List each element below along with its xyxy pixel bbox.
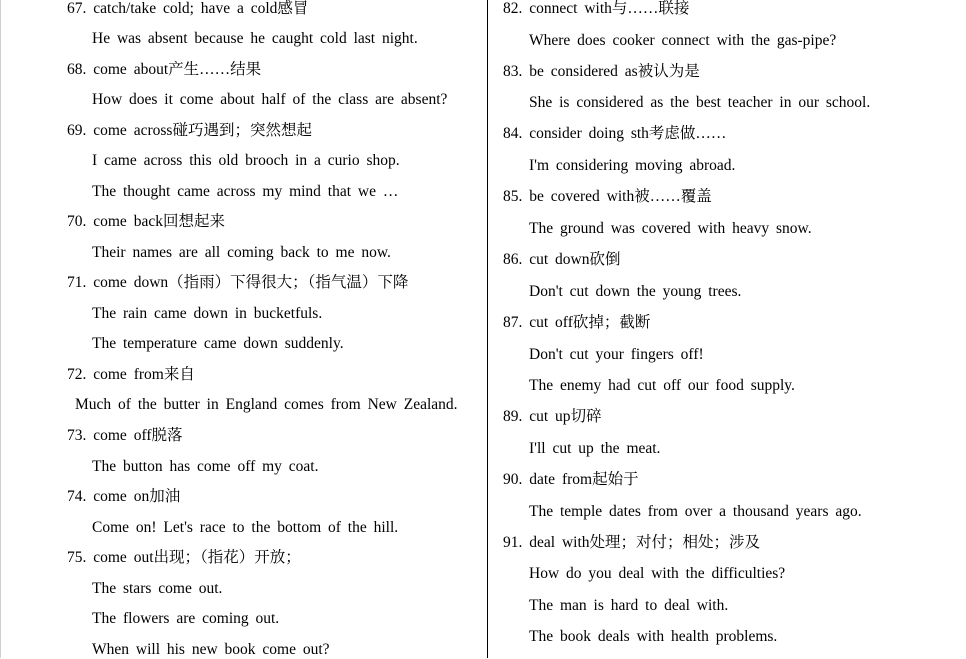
example-sentence: The rain came down in bucketfuls.: [92, 305, 323, 322]
entry-heading: [503, 408, 602, 426]
entry-number: 67.: [67, 0, 87, 17]
example-sentence: The man is hard to deal with.: [529, 597, 729, 614]
example-sentence: The thought came across my mind that we …: [92, 183, 399, 200]
entry-number: 71.: [67, 274, 87, 291]
entry-phrase: come out: [93, 549, 154, 566]
entry-number: 69.: [67, 122, 87, 139]
entry-number: 74.: [67, 488, 87, 505]
example-sentence: Much of the butter in England comes from New Zealand.: [75, 396, 458, 413]
example-sentence: I came across this old brooch in a curio shop.: [92, 152, 400, 169]
entry-phrase: consider doing sth: [529, 125, 649, 142]
entry-meaning: 与……联接: [611, 0, 690, 17]
entry-meaning: 被……覆盖: [634, 188, 712, 205]
entry-heading: [67, 366, 195, 384]
entry-heading: [503, 534, 760, 552]
example-sentence: The flowers are coming out.: [92, 610, 280, 627]
entry-meaning: 考虑做……: [648, 125, 727, 142]
example-sentence: I'll cut up the meat.: [529, 440, 661, 457]
entry-meaning: （指雨）下得很大；（指气温）下降: [168, 274, 409, 291]
example-sentence: When will his new book come out?: [92, 641, 330, 658]
entry-phrase: date from: [529, 471, 593, 488]
entry-phrase: be considered as: [529, 63, 638, 80]
entry-number: 83.: [503, 63, 523, 80]
example-sentence: He was absent because he caught cold last night.: [92, 30, 418, 47]
entry-meaning: 切碎: [570, 408, 602, 425]
example-sentence: The enemy had cut off our food supply.: [529, 377, 795, 394]
entry-number: 68.: [67, 61, 87, 78]
entry-phrase: connect with: [529, 0, 612, 17]
entry-heading: [67, 488, 180, 506]
entry-heading: [503, 0, 689, 18]
entry-heading: [503, 471, 639, 489]
entry-phrase: be covered with: [529, 188, 635, 205]
entry-phrase: come on: [93, 488, 150, 505]
entry-heading: [67, 61, 261, 79]
entry-heading: [67, 213, 225, 231]
entry-meaning: 来自: [163, 366, 195, 383]
entry-heading: [503, 314, 650, 332]
entry-meaning: 回想起来: [162, 213, 225, 230]
example-sentence: The temperature came down suddenly.: [92, 335, 344, 352]
entry-meaning: 被认为是: [637, 63, 700, 80]
entry-meaning: 出现；（指花）开放；: [153, 549, 301, 566]
entry-heading: [503, 251, 621, 269]
entry-heading: [67, 0, 308, 18]
example-sentence: How do you deal with the difficulties?: [529, 565, 786, 582]
example-sentence: The temple dates from over a thousand years ago.: [529, 503, 862, 520]
example-sentence: The button has come off my coat.: [92, 458, 319, 475]
example-sentence: Come on! Let's race to the bottom of the hill.: [92, 519, 399, 536]
entry-heading: [67, 274, 408, 292]
entry-heading: [503, 125, 726, 143]
entry-meaning: 起始于: [592, 471, 639, 488]
entry-meaning: 产生……结果: [168, 61, 262, 78]
entry-phrase: come about: [93, 61, 169, 78]
entry-phrase: cut up: [529, 408, 571, 425]
entry-phrase: cut off: [529, 314, 573, 331]
example-sentence: The book deals with health problems.: [529, 628, 778, 645]
example-sentence: Their names are all coming back to me now.: [92, 244, 391, 261]
page-left-edge: [0, 0, 1, 658]
entry-phrase: deal with: [529, 534, 590, 551]
example-sentence: The stars come out.: [92, 580, 223, 597]
entry-heading: [503, 188, 712, 206]
entry-number: 84.: [503, 125, 523, 142]
entry-number: 85.: [503, 188, 523, 205]
entry-number: 90.: [503, 471, 523, 488]
entry-phrase: come from: [93, 366, 164, 383]
entry-meaning: 脱落: [151, 427, 183, 444]
example-sentence: How does it come about half of the class are absent?: [92, 91, 448, 108]
entry-phrase: come down: [93, 274, 169, 291]
example-sentence: Don't cut your fingers off!: [529, 346, 704, 363]
entry-heading: [67, 427, 183, 445]
entry-meaning: 砍掉；截断: [572, 314, 651, 331]
entry-number: 73.: [67, 427, 87, 444]
entry-phrase: catch/take cold; have a cold: [93, 0, 278, 17]
entry-meaning: 砍倒: [589, 251, 621, 268]
example-sentence: The ground was covered with heavy snow.: [529, 220, 812, 237]
entry-heading: [67, 549, 301, 567]
entry-meaning: 感冒: [277, 0, 309, 17]
column-divider: [487, 0, 488, 658]
example-sentence: She is considered as the best teacher in our school.: [529, 94, 871, 111]
entry-number: 87.: [503, 314, 523, 331]
entry-meaning: 处理；对付；相处；涉及: [589, 534, 761, 551]
entry-meaning: 碰巧遇到；突然想起: [172, 122, 312, 139]
entry-heading: [67, 122, 312, 140]
entry-phrase: come across: [93, 122, 173, 139]
example-sentence: Where does cooker connect with the gas-pipe?: [529, 32, 837, 49]
entry-number: 86.: [503, 251, 523, 268]
entry-heading: [503, 63, 700, 81]
example-sentence: I'm considering moving abroad.: [529, 157, 736, 174]
entry-number: 72.: [67, 366, 87, 383]
entry-phrase: come off: [93, 427, 152, 444]
entry-number: 75.: [67, 549, 87, 566]
entry-phrase: come back: [93, 213, 163, 230]
entry-number: 82.: [503, 0, 523, 17]
entry-number: 89.: [503, 408, 523, 425]
entry-number: 70.: [67, 213, 87, 230]
entry-meaning: 加油: [149, 488, 181, 505]
example-sentence: Don't cut down the young trees.: [529, 283, 742, 300]
entry-number: 91.: [503, 534, 523, 551]
entry-phrase: cut down: [529, 251, 590, 268]
